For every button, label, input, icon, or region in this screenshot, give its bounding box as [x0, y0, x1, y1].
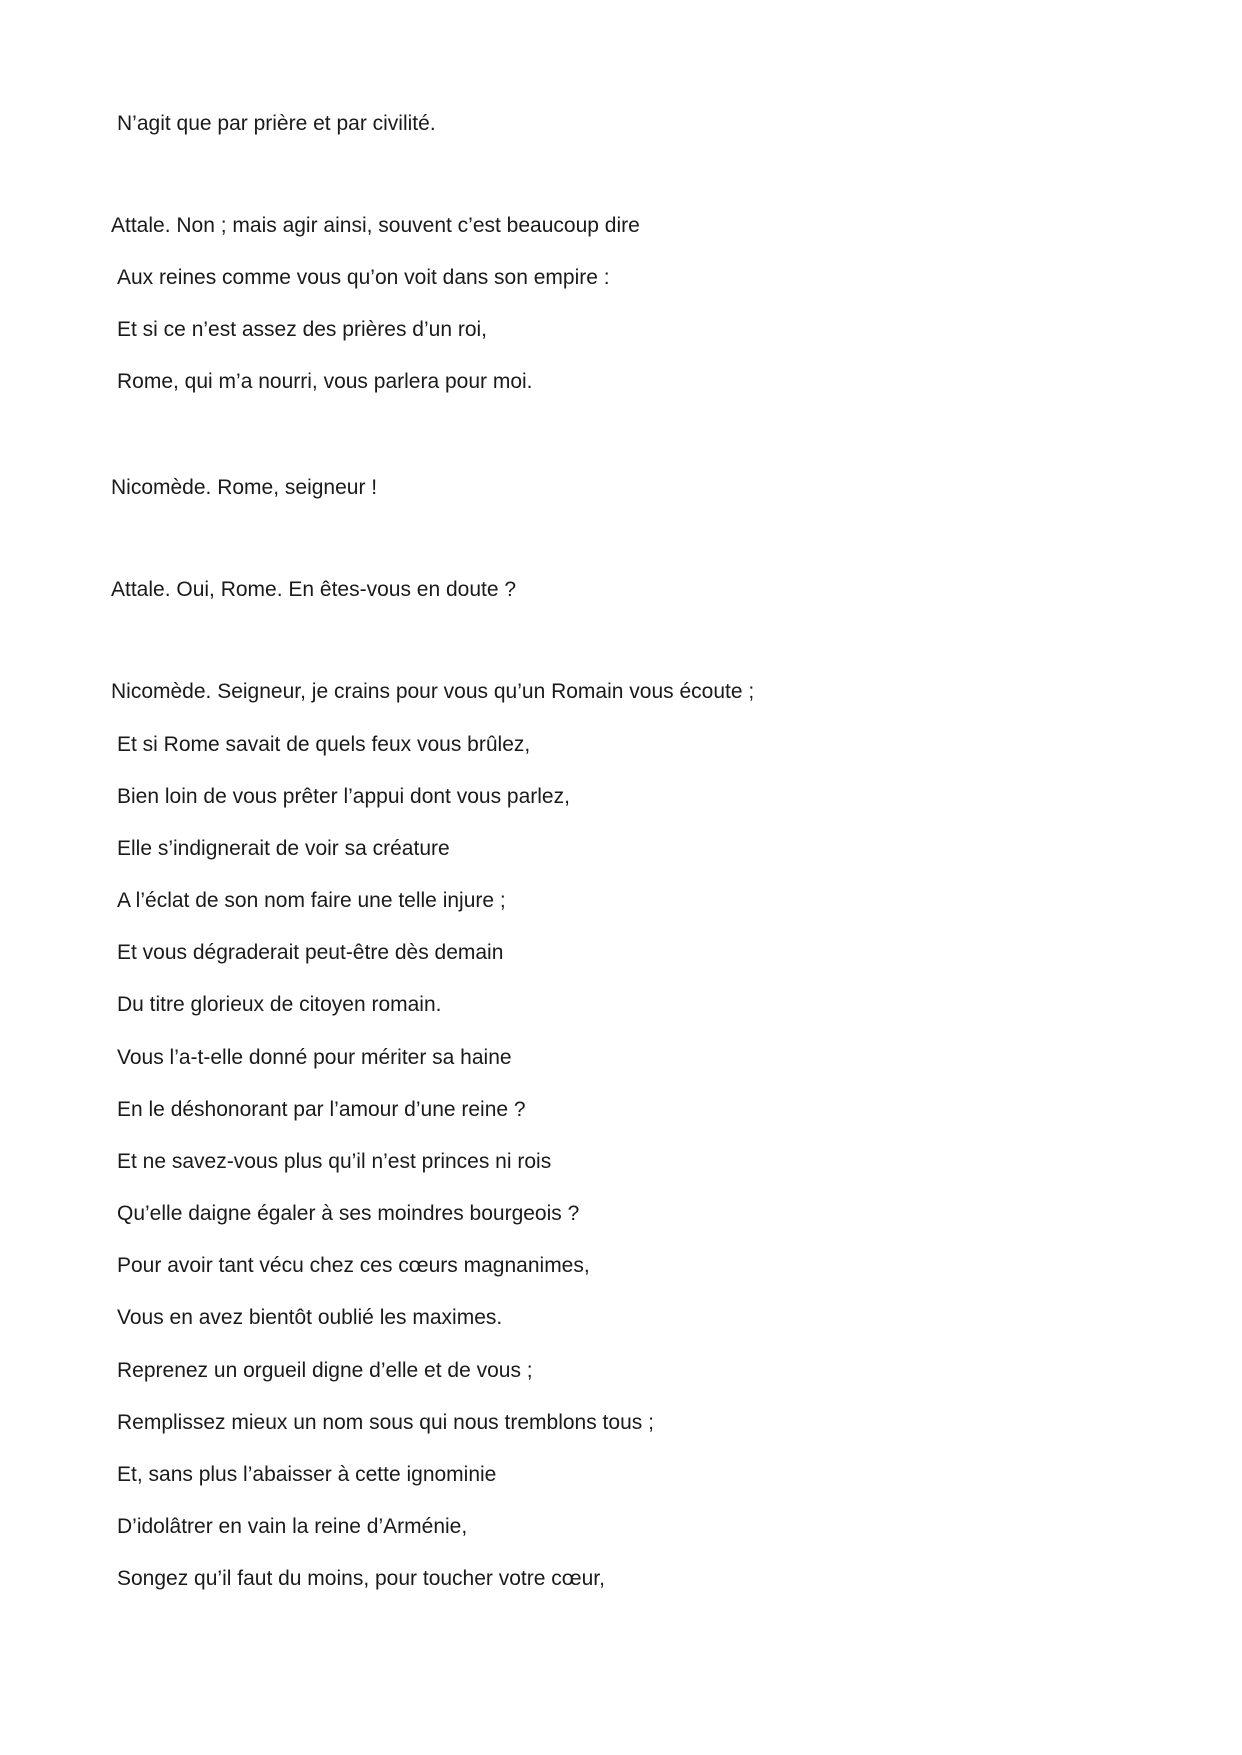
verse-line: Remplissez mieux un nom sous qui nous tremblons tous ; [117, 1411, 654, 1434]
verse-line: Et si ce n’est assez des prières d’un roi, [117, 318, 488, 341]
verse-line: Reprenez un orgueil digne d’elle et de vous ; [117, 1359, 533, 1382]
verse-line: Vous en avez bientôt oublié les maximes. [117, 1306, 503, 1329]
verse-line: A l’éclat de son nom faire une telle injure ; [117, 889, 506, 912]
speaker-line-attale: Attale. Oui, Rome. En êtes-vous en doute ? [111, 578, 517, 601]
verse-line: Vous l’a-t-elle donné pour mériter sa haine [117, 1046, 512, 1069]
verse-line: Et ne savez-vous plus qu’il n’est princes ni rois [117, 1150, 552, 1173]
verse-line: N’agit que par prière et par civilité. [117, 112, 436, 135]
speaker-line-nicomede: Nicomède. Rome, seigneur ! [111, 476, 378, 499]
verse-line: En le déshonorant par l’amour d’une reine ? [117, 1098, 526, 1121]
verse-line: Du titre glorieux de citoyen romain. [117, 993, 442, 1016]
verse-line: Bien loin de vous prêter l’appui dont vous parlez, [117, 785, 570, 808]
verse-line: Rome, qui m’a nourri, vous parlera pour moi. [117, 370, 533, 393]
verse-line: Qu’elle daigne égaler à ses moindres bourgeois ? [117, 1202, 580, 1225]
verse-line: Songez qu’il faut du moins, pour toucher votre cœur, [117, 1567, 605, 1590]
verse-line: Elle s’indignerait de voir sa créature [117, 837, 450, 860]
verse-line: Aux reines comme vous qu’on voit dans son empire : [117, 266, 610, 289]
speaker-line-nicomede: Nicomède. Seigneur, je crains pour vous qu’un Romain vous écoute ; [111, 680, 755, 703]
speaker-line-attale: Attale. Non ; mais agir ainsi, souvent c’est beaucoup dire [111, 214, 640, 237]
verse-line: D’idolâtrer en vain la reine d’Arménie, [117, 1515, 468, 1538]
verse-line: Pour avoir tant vécu chez ces cœurs magnanimes, [117, 1254, 590, 1277]
verse-line: Et vous dégraderait peut-être dès demain [117, 941, 504, 964]
verse-line: Et, sans plus l’abaisser à cette ignominie [117, 1463, 497, 1486]
verse-line: Et si Rome savait de quels feux vous brûlez, [117, 733, 531, 756]
